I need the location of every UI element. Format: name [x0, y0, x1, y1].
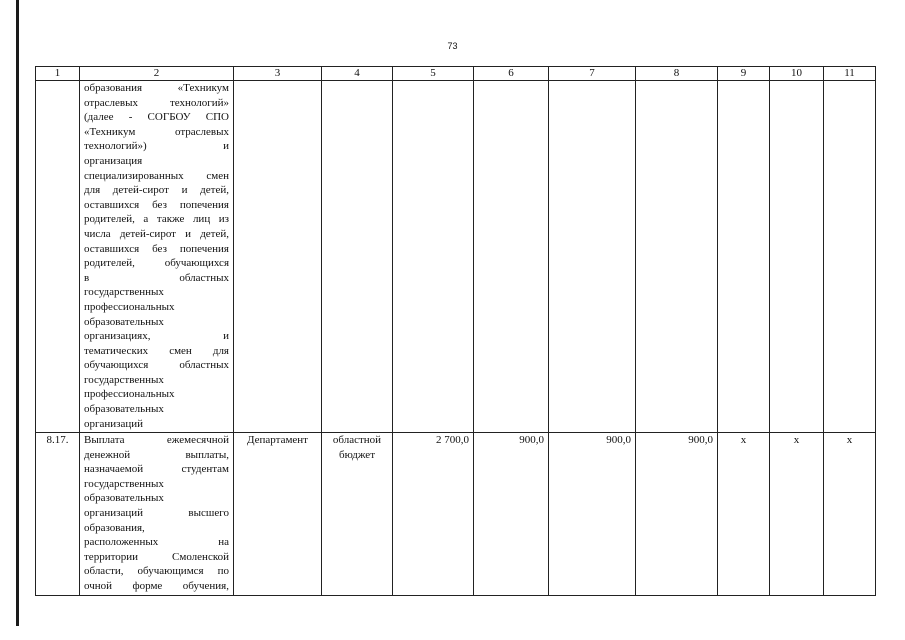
header-cell: 2 [80, 67, 234, 81]
description-line: Выплата ежемесячной [84, 434, 229, 446]
empty-cell [322, 81, 393, 433]
empty-cell [824, 81, 876, 433]
description-line: профессиональных [84, 300, 175, 313]
header-cell: 8 [636, 67, 718, 81]
empty-cell [718, 81, 770, 433]
funding-source-line: бюджет [339, 448, 375, 461]
description-line: специализированных смен [84, 169, 229, 182]
budget-table [35, 66, 876, 596]
description-line: профессиональных [84, 388, 175, 401]
description-line: государственных [84, 373, 164, 386]
description-line: организация [84, 154, 143, 167]
description-line: «Техникум отраслевых [84, 125, 229, 138]
col9-cell: х [718, 433, 770, 596]
empty-cell [549, 81, 636, 433]
description-line: расположенных на [84, 536, 229, 549]
description-line: обучающихся областных [84, 359, 229, 372]
col11-cell: х [824, 433, 876, 596]
description-line: родителей, а также лиц из [84, 213, 229, 226]
description-line: территории Смоленской [84, 550, 229, 563]
description-line: очной форме обучения, [84, 579, 229, 592]
table-row-8-17 [36, 433, 876, 596]
empty-cell [636, 81, 718, 433]
description-line: (далее - СОГБОУ СПО [84, 111, 229, 124]
description-line: образования «Техникум [84, 82, 229, 94]
empty-cell [234, 81, 322, 433]
header-cell: 7 [549, 67, 636, 81]
description-line: в областных [84, 271, 229, 284]
executor-cell: Департамент [234, 433, 322, 596]
description-line: области, обучающимся по [84, 565, 229, 578]
header-cell: 3 [234, 67, 322, 81]
description-cell [80, 433, 234, 596]
table-row-continued [36, 81, 876, 433]
header-cell: 10 [770, 67, 824, 81]
description-line: денежной выплаты, [84, 448, 229, 461]
description-line: назначаемой студентам [84, 463, 229, 476]
description-line: оставшихся без попечения [84, 242, 229, 255]
description-line: организациях, и [84, 330, 229, 343]
col10-cell: х [770, 433, 824, 596]
year3-cell: 900,0 [636, 433, 718, 596]
description-line: отраслевых технологий» [84, 96, 229, 109]
description-line: государственных [84, 477, 164, 490]
header-cell: 6 [474, 67, 549, 81]
description-line: государственных [84, 286, 164, 299]
empty-cell [393, 81, 474, 433]
funding-source-cell [322, 433, 393, 596]
description-line: образовательных [84, 403, 164, 416]
description-line: родителей, обучающихся [84, 257, 229, 270]
description-line: числа детей-сирот и детей, [84, 227, 229, 240]
funding-source-line: областной [332, 434, 382, 446]
description-line: организаций [84, 417, 144, 430]
year2-cell: 900,0 [549, 433, 636, 596]
page-number: 73 [447, 41, 458, 51]
description-line: образовательных [84, 315, 164, 328]
header-cell: 9 [718, 67, 770, 81]
empty-cell [770, 81, 824, 433]
header-cell: 1 [36, 67, 80, 81]
description-line: оставшихся без попечения [84, 198, 229, 211]
header-cell: 5 [393, 67, 474, 81]
header-cell: 11 [824, 67, 876, 81]
description-line: образования, [84, 521, 145, 534]
header-row [36, 67, 876, 81]
empty-cell [474, 81, 549, 433]
description-line: тематических смен для [84, 344, 229, 357]
empty-cell [36, 81, 80, 433]
year1-cell: 900,0 [474, 433, 549, 596]
description-line: организаций высшего [84, 506, 229, 519]
description-line: технологий») и [84, 140, 229, 153]
left-margin-bar [16, 0, 19, 626]
header-cell: 4 [322, 67, 393, 81]
total-cell: 2 700,0 [393, 433, 474, 596]
description-line: для детей-сирот и детей, [84, 184, 229, 197]
description-cell [80, 81, 234, 433]
description-line: образовательных [84, 492, 164, 505]
row-number: 8.17. [36, 433, 80, 596]
